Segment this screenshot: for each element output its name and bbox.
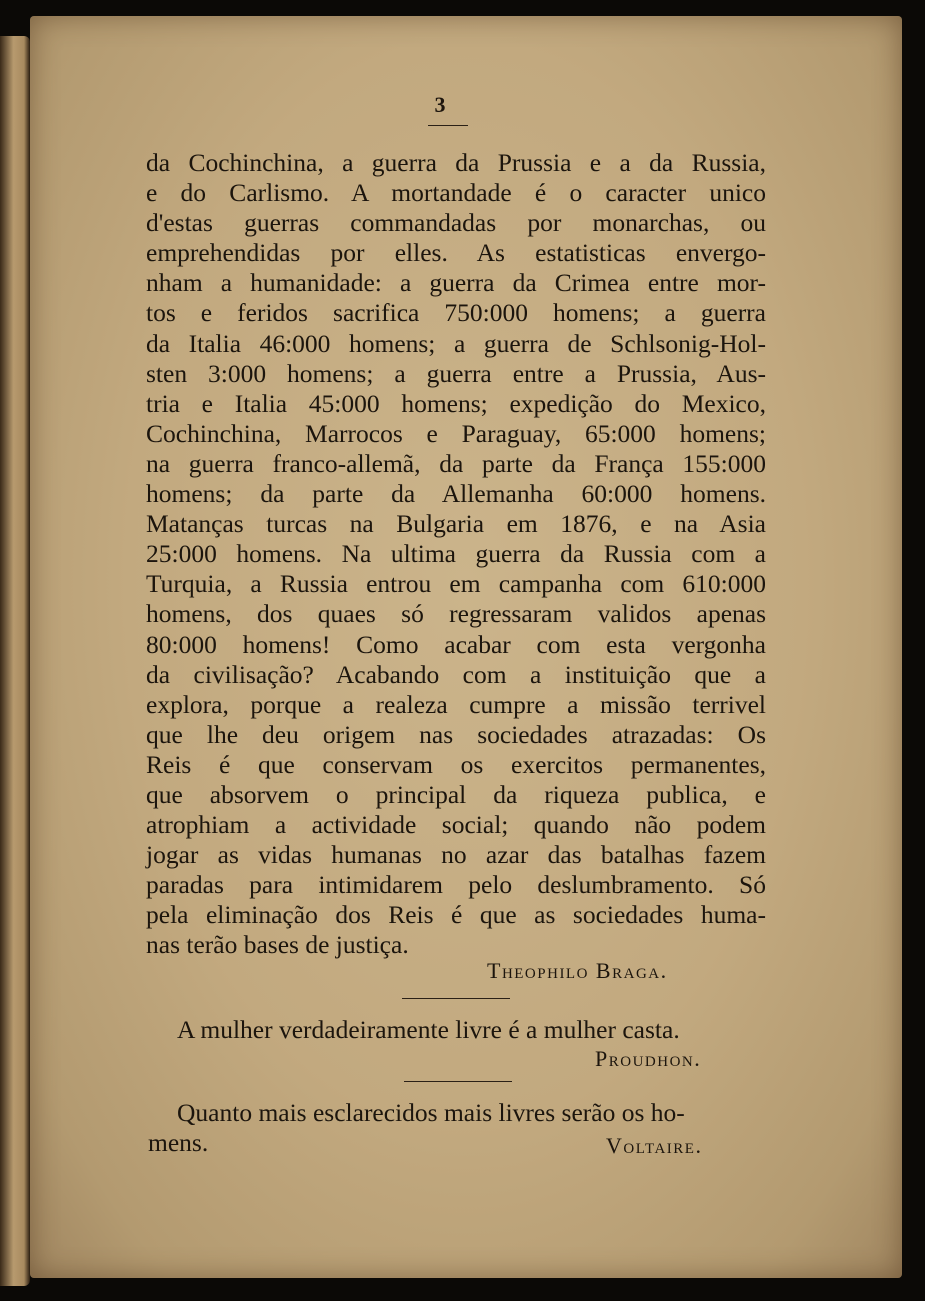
- paragraph-line: pela eliminação dos Reis é que as sociedades huma-: [146, 900, 766, 930]
- paragraph-line: homens, dos quaes só regressaram validos apenas: [146, 599, 766, 629]
- paragraph-line: nham a humanidade: a guerra da Crimea entre mor-: [146, 268, 766, 298]
- paragraph-line: que absorvem o principal da riqueza publica, e: [146, 779, 766, 809]
- previous-page-edge: [0, 36, 30, 1286]
- section-divider: [402, 998, 510, 999]
- paragraph-line: d'estas guerras commandadas por monarchas, ou: [146, 208, 766, 238]
- quote-proudhon: A mulher verdadeiramente livre é a mulher casta.: [177, 1015, 680, 1044]
- paragraph-line: tos e feridos sacrifica 750:000 homens; a guerra: [146, 298, 766, 328]
- paragraph-line: homens; da parte da Allemanha 60:000 homens.: [146, 479, 766, 509]
- paragraph-line: paradas para intimidarem pelo deslumbramento. Só: [146, 870, 766, 900]
- section-divider: [404, 1081, 512, 1082]
- paragraph-line: na guerra franco-allemã, da parte da França 155:000: [146, 448, 766, 478]
- page-number-rule: [428, 125, 468, 126]
- page-number: 3: [434, 92, 446, 117]
- signature-theophilo-braga: Theophilo Braga.: [487, 958, 668, 983]
- signature-proudhon: Proudhon.: [595, 1046, 702, 1071]
- quote-voltaire-line-2: mens.: [148, 1128, 209, 1157]
- paragraph-line: emprehendidas por elles. As estatisticas envergo-: [146, 238, 766, 268]
- paragraph-line: 25:000 homens. Na ultima guerra da Russia com a: [146, 539, 766, 569]
- paragraph-line: jogar as vidas humanas no azar das batalhas fazem: [146, 840, 766, 870]
- paragraph-line: 80:000 homens! Como acabar com esta vergonha: [146, 629, 766, 659]
- quote-voltaire-line-1: Quanto mais esclarecidos mais livres serão os ho-: [177, 1098, 685, 1127]
- main-paragraph: [146, 148, 766, 961]
- paragraph-line: explora, porque a realeza cumpre a missão terrivel: [146, 689, 766, 719]
- paragraph-line: da Italia 46:000 homens; a guerra de Schlsonig-Hol-: [146, 328, 766, 358]
- paragraph-line: Turquia, a Russia entrou em campanha com 610:000: [146, 569, 766, 599]
- signature-voltaire: Voltaire.: [606, 1133, 703, 1158]
- paragraph-line: atrophiam a actividade social; quando não podem: [146, 810, 766, 840]
- paragraph-line: Matanças turcas na Bulgaria em 1876, e na Asia: [146, 509, 766, 539]
- paragraph-line: da Cochinchina, a guerra da Prussia e a da Russia,: [146, 148, 766, 177]
- paragraph-line: Reis é que conservam os exercitos permanentes,: [146, 749, 766, 779]
- paragraph-line: da civilisação? Acabando com a instituição que a: [146, 659, 766, 689]
- paragraph-line: tria e Italia 45:000 homens; expedição do Mexico,: [146, 388, 766, 418]
- paragraph-line: Cochinchina, Marrocos e Paraguay, 65:000 homens;: [146, 418, 766, 448]
- paragraph-line: que lhe deu origem nas sociedades atrazadas: Os: [146, 719, 766, 749]
- paragraph-line: nas terão bases de justiça.: [146, 930, 409, 960]
- paragraph-line: sten 3:000 homens; a guerra entre a Prussia, Aus-: [146, 358, 766, 388]
- paragraph-line: e do Carlismo. A mortandade é o caracter unico: [146, 178, 766, 208]
